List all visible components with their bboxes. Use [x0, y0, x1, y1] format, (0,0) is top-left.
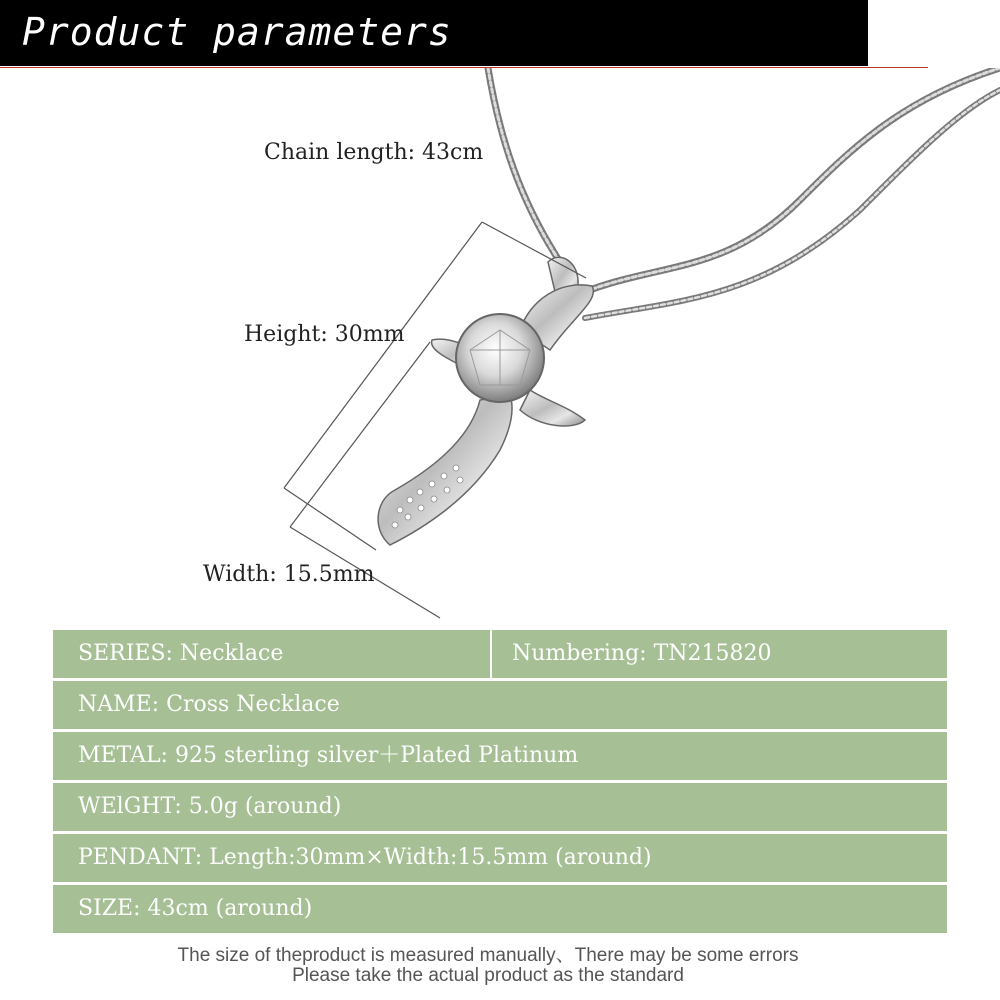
spec-row-size [53, 885, 947, 933]
header-bar [0, 0, 868, 66]
cross-pendant [378, 257, 593, 545]
spec-row-metal [53, 732, 947, 780]
size-value: SIZE: 43cm (around) [78, 896, 313, 921]
weight-value: WElGHT: 5.0g (around) [78, 794, 342, 819]
numbering-value: Numbering: TN215820 [512, 641, 772, 666]
height-label: Height: 30mm [244, 322, 405, 347]
name-value: NAME: Cross Necklace [78, 692, 340, 717]
necklace-product-image [0, 68, 1000, 628]
chain-length-label: Chain length: 43cm [264, 140, 484, 165]
footnote-line-2: Please take the actual product as the standard [292, 965, 684, 986]
pendant-value: PENDANT: Length:30mm×Width:15.5mm (around) [78, 845, 652, 870]
spec-row-series [53, 630, 947, 678]
page-title: Product parameters [22, 10, 452, 54]
metal-value: METAL: 925 sterling silver＋Plated Platinum [78, 743, 579, 768]
width-label: Width: 15.5mm [203, 562, 375, 587]
footnote-line-1: The size of theproduct is measured manually、There may be some errors [177, 945, 799, 966]
spec-row-pendant [53, 834, 947, 882]
spec-row-name [53, 681, 947, 729]
series-value: SERIES: Necklace [78, 641, 284, 666]
spec-row-weight [53, 783, 947, 831]
